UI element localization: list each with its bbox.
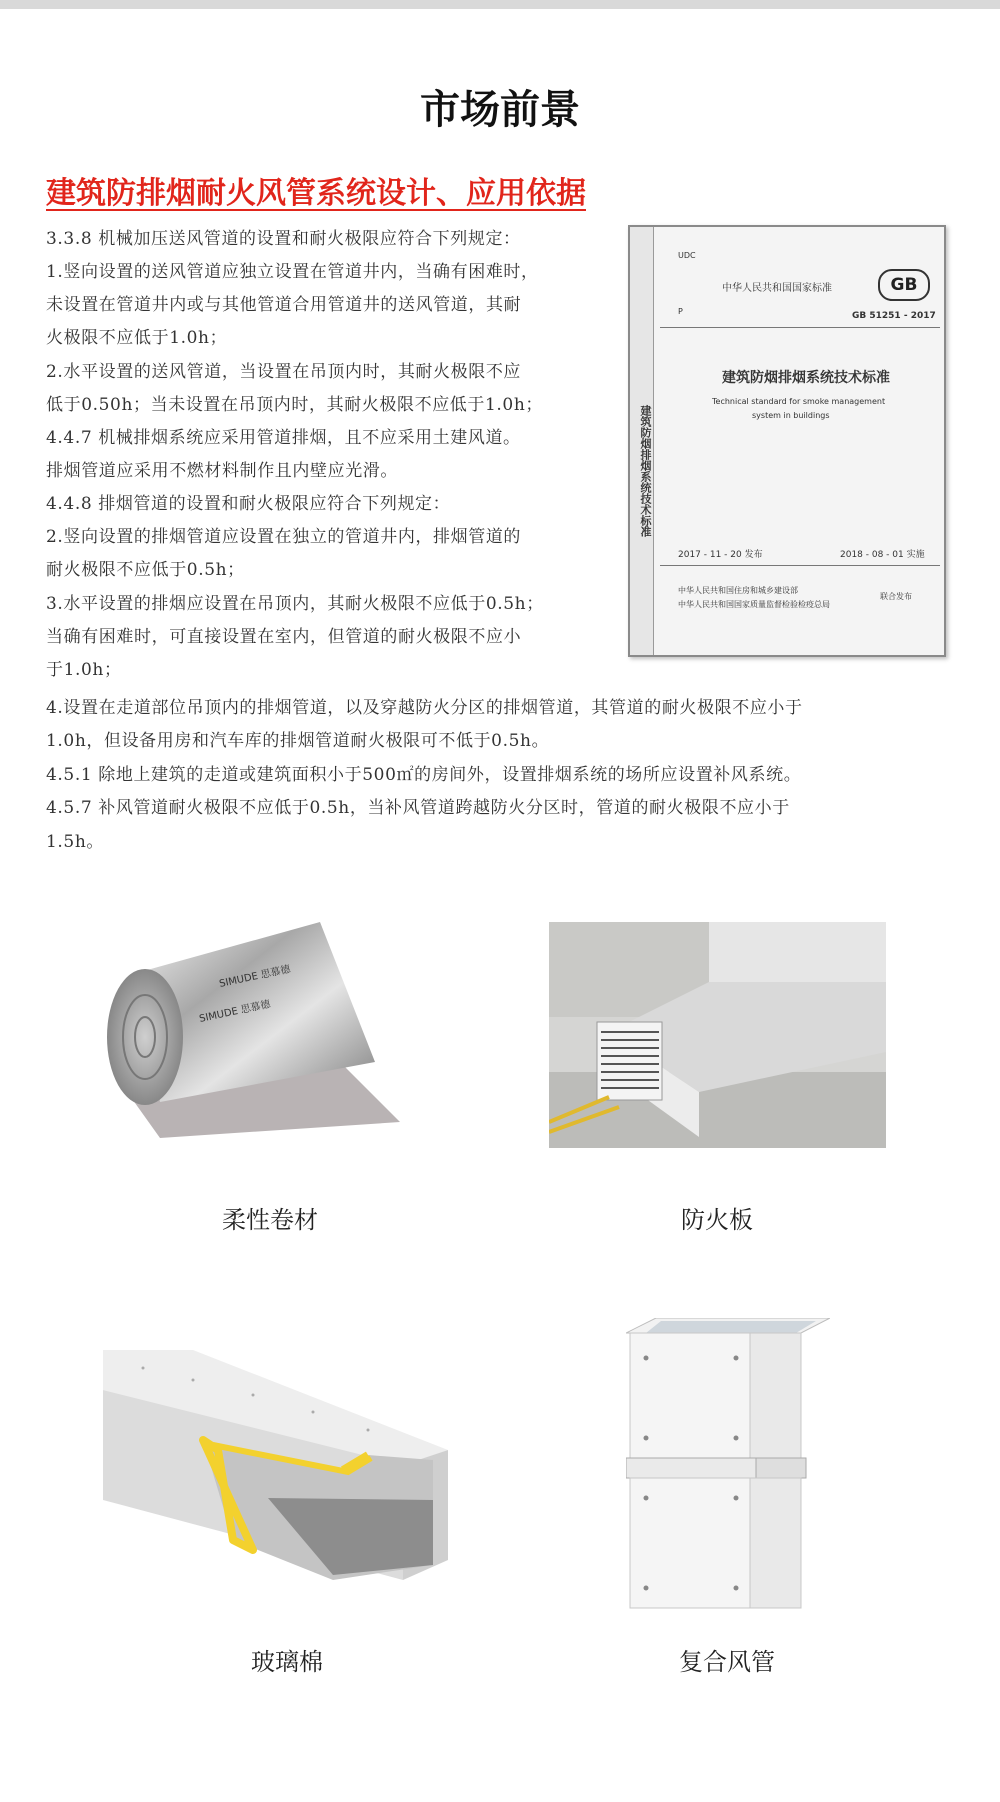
spec-line: 未设置在管道井内或与其他管道合用管道井的送风管道，其耐 [46,295,522,315]
spec-line: 4.设置在走道部位吊顶内的排烟管道，以及穿越防火分区的排烟管道，其管道的耐火极限不应小于 [46,698,803,718]
spec-line: 排烟管道应采用不燃材料制作且内壁应光滑。 [46,461,398,481]
glass-wool-duct-image [103,1350,448,1580]
spec-line: 耐火极限不应低于0.5h； [46,560,245,580]
book-title-en: Technical standard for smoke management [712,397,886,406]
spec-line: 2.竖向设置的排烟管道应设置在独立的管道井内，排烟管道的 [46,527,522,547]
spec-line: 火极限不应低于1.0h； [46,328,228,348]
book-spine-title: 建筑防烟排烟系统技术标准 [639,405,652,537]
spec-line: 2.水平设置的送风管道，当设置在吊顶内时，其耐火极限不应 [46,362,522,382]
spec-line: 1.竖向设置的送风管道应独立设置在管道井内，当确有困难时， [46,262,539,282]
spec-line: 3.水平设置的排烟应设置在吊顶内，其耐火极限不应低于0.5h； [46,594,544,614]
roll-brand: SIMUDE 思慕德 [198,999,272,1025]
duct-opening [646,1321,816,1333]
duct-top [709,922,886,982]
spec-line: 4.4.7 机械排烟系统应采用管道排烟，且不应采用土建风道。 [46,428,521,448]
spec-line: 3.3.8 机械加压送风管道的设置和耐火极限应符合下列规定： [46,229,521,249]
page-title: 市场前景 [420,87,580,133]
book-issuer-top: 中华人民共和国国家标准 [722,283,832,294]
book-title-cn: 建筑防烟排烟系统技术标准 [722,370,890,386]
book-title-en-2: system in buildings [752,411,830,420]
air-grille [597,1022,662,1100]
flange-joint [626,1458,756,1478]
book-publisher-2: 中华人民共和国国家质量监督检验检疫总局 [678,600,830,609]
duct-lower-side [750,1478,801,1608]
book-joint-issue: 联合发布 [880,592,912,601]
spec-line: 于1.0h； [46,660,122,680]
spec-line: 当确有困难时，可直接设置在室内，但管道的耐火极限不应小 [46,627,522,647]
spec-line: 4.4.8 排烟管道的设置和耐火极限应符合下列规定： [46,494,451,514]
caption-flexible-roll: 柔性卷材 [222,1206,318,1234]
standard-book-cover [628,225,946,657]
spec-line: 1.0h，但设备用房和汽车库的排烟管道耐火极限可不低于0.5h。 [46,731,550,751]
top-divider-bar [0,0,1000,9]
section-title: 建筑防排烟耐火风管系统设计、应用依据 [46,176,586,211]
gb-logo: GB [878,269,930,301]
book-rule [660,327,940,328]
composite-duct-image [626,1318,830,1618]
fireproof-board-image [549,922,886,1148]
book-p: P [678,307,683,316]
duct-upper-side [750,1333,801,1463]
spec-line: 低于0.50h；当未设置在吊顶内时，其耐火极限不应低于1.0h； [46,395,543,415]
caption-glass-wool: 玻璃棉 [251,1648,323,1676]
book-publisher-1: 中华人民共和国住房和城乡建设部 [678,586,798,595]
book-code: GB 51251 - 2017 [852,311,936,321]
roll-brand: SIMUDE 思慕德 [218,964,292,990]
book-issue-date: 2017 - 11 - 20 发布 [678,550,763,560]
flange-joint [756,1458,806,1478]
spec-line: 4.5.7 补风管道耐火极限不应低于0.5h，当补风管道跨越防火分区时，管道的耐火极限不应小于 [46,798,790,818]
duct-upper-front [630,1333,750,1463]
caption-composite-duct: 复合风管 [679,1648,775,1676]
book-effective-date: 2018 - 08 - 01 实施 [840,550,925,560]
book-spine [630,227,654,655]
caption-fireproof-board: 防火板 [681,1206,753,1234]
book-rule [660,565,940,566]
spec-line: 1.5h。 [46,832,104,852]
roll-end [107,969,183,1105]
spec-line: 4.5.1 除地上建筑的走道或建筑面积小于500㎡的房间外，设置排烟系统的场所应设置补风系统。 [46,765,802,785]
flexible-roll-image [100,912,410,1144]
book-udc: UDC [678,251,696,260]
